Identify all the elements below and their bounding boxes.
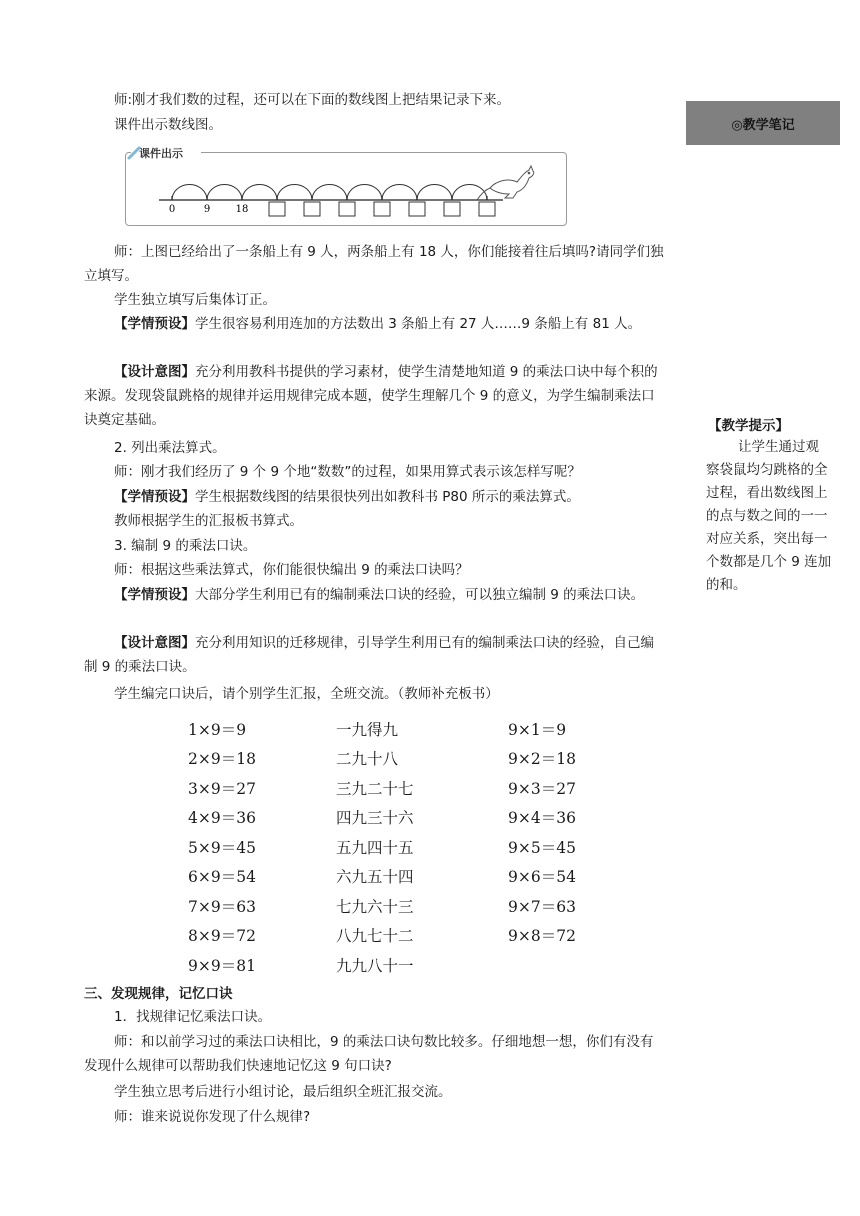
rhyme-cell: 一九得九 — [336, 720, 399, 739]
equation-cell: 2×9＝18 — [188, 750, 256, 769]
paragraph-design-intent: 【设计意图】充分利用知识的迁移规律，引导学生利用已有的编制乘法口诀的经验，自己编制 9 的乘法口诀。 — [84, 635, 654, 675]
paragraph: 师：根据这些乘法算式，你们能很快编出 9 的乘法口诀吗？ — [114, 562, 469, 578]
table-row — [188, 921, 618, 951]
paragraph: 课件出示数线图。 — [114, 117, 222, 133]
rhyme-cell: 九九八十一 — [336, 956, 414, 975]
teaching-notes-header: ◎教学笔记 — [686, 101, 840, 145]
step-heading: 2. 列出乘法算式。 — [114, 440, 226, 456]
jump-arc — [452, 185, 487, 201]
reverse-equation-cell: 9×4＝36 — [508, 809, 576, 828]
paragraph-learning-preview: 【学情预设】学生根据数线图的结果很快列出如教科书 P80 所示的乘法算式。 — [114, 489, 580, 505]
kangaroo-icon — [477, 166, 534, 200]
paragraph-learning-preview: 【学情预设】大部分学生利用已有的编制乘法口诀的经验，可以独立编制 9 的乘法口诀。 — [114, 587, 645, 603]
table-row — [188, 773, 618, 803]
reverse-equation-cell — [508, 950, 618, 980]
answer-blank-box — [479, 202, 495, 216]
reverse-equation-cell: 9×8＝72 — [508, 927, 576, 946]
table-row — [188, 744, 618, 774]
section-heading: 三、发现规律，记忆口诀 — [84, 986, 233, 1002]
paragraph: 学生独立填写后集体订正。 — [114, 292, 276, 308]
tick-label-9: 9 — [203, 204, 211, 215]
paragraph: 师：上图已经给出了一条船上有 9 人，两条船上有 18 人，你们能接着往后填吗?请同学们独立填写。 — [84, 244, 664, 284]
paragraph: 师：和以前学习过的乘法口诀相比，9 的乘法口诀句数比较多。仔细地想一想，你们有没有发现什么规律可以帮助我们快速地记忆这 9 句口诀? — [84, 1034, 654, 1074]
answer-blank-box — [304, 202, 320, 216]
jump-arc — [347, 185, 382, 201]
rhyme-cell: 四九三十六 — [336, 809, 414, 828]
tag-learning-preview: 【学情预设】 — [114, 489, 195, 505]
equation-cell: 3×9＝27 — [188, 779, 256, 798]
jump-arc — [277, 185, 312, 201]
tag-learning-preview: 【学情预设】 — [114, 316, 195, 332]
jump-arc — [382, 185, 417, 201]
tick-label-18: 18 — [235, 204, 249, 215]
rhyme-cell: 七九六十三 — [336, 897, 414, 916]
rhyme-cell: 二九十八 — [336, 750, 399, 769]
rhyme-cell: 八九七十二 — [336, 927, 414, 946]
jump-arc — [172, 185, 207, 201]
paragraph: 师：谁来说说你发现了什么规律? — [114, 1109, 311, 1125]
table-row — [188, 832, 618, 862]
table-row — [188, 950, 618, 980]
paragraph: 学生编完口诀后，请个别学生汇报，全班交流。（教师补充板书） — [114, 686, 499, 702]
paragraph: 师:刚才我们数的过程，还可以在下面的数线图上把结果记录下来。 — [114, 92, 511, 108]
reverse-equation-cell: 9×7＝63 — [508, 897, 576, 916]
teaching-tip-title: 【教学提示】 — [708, 418, 789, 434]
reverse-equation-cell: 9×6＝54 — [508, 868, 576, 887]
table-row — [188, 714, 618, 744]
number-line-figure — [125, 140, 570, 230]
reverse-equation-cell: 9×2＝18 — [508, 750, 576, 769]
paragraph: 学生独立思考后进行小组讨论，最后组织全班汇报交流。 — [114, 1084, 452, 1100]
tag-design-intent: 【设计意图】 — [114, 364, 195, 380]
multiplication-table — [188, 714, 618, 980]
paragraph: 师：刚才我们经历了 9 个 9 个地“数数”的过程，如果用算式表示该怎样写呢？ — [114, 464, 581, 480]
rhyme-cell: 六九五十四 — [336, 868, 414, 887]
jump-arc — [207, 185, 242, 201]
answer-blank-box — [374, 202, 390, 216]
paragraph-design-intent: 【设计意图】充分利用教科书提供的学习素材，使学生清楚地知道 9 的乘法口诀中每个积的来源。发现袋鼠跳格的规律并运用规律完成本题，使学生理解几个 9 的意义，为学生编制乘法口诀奠定基础。 — [84, 364, 658, 428]
tag-learning-preview: 【学情预设】 — [114, 587, 195, 603]
equation-cell: 7×9＝63 — [188, 897, 256, 916]
step-heading: 1．找规律记忆乘法口诀。 — [114, 1009, 272, 1025]
answer-blank-box — [339, 202, 355, 216]
table-row — [188, 803, 618, 833]
answer-blank-box — [409, 202, 425, 216]
table-row — [188, 862, 618, 892]
jump-arc — [312, 185, 347, 201]
equation-cell: 6×9＝54 — [188, 868, 256, 887]
answer-blank-box — [444, 202, 460, 216]
figure-label-tab — [129, 145, 201, 165]
paragraph-learning-preview: 【学情预设】学生很容易利用连加的方法数出 3 条船上有 27 人……9 条船上有 81 人。 — [114, 316, 642, 332]
equation-cell: 1×9＝9 — [188, 720, 247, 739]
jump-arc — [242, 185, 277, 201]
figure-label: 课件出示 — [139, 147, 183, 160]
equation-cell: 9×9＝81 — [188, 956, 256, 975]
reverse-equation-cell: 9×5＝45 — [508, 838, 576, 857]
table-row — [188, 891, 618, 921]
equation-cell: 8×9＝72 — [188, 927, 256, 946]
paragraph: 教师根据学生的汇报板书算式。 — [114, 513, 303, 529]
reverse-equation-cell: 9×1＝9 — [508, 720, 567, 739]
step-heading: 3. 编制 9 的乘法口诀。 — [114, 538, 257, 554]
equation-cell: 4×9＝36 — [188, 809, 256, 828]
rhyme-cell: 三九二十七 — [336, 779, 414, 798]
reverse-equation-cell: 9×3＝27 — [508, 779, 576, 798]
teaching-tip-body: 让学生通过观察袋鼠均匀跳格的全过程，看出数线图上的点与数之间的一一对应关系，突出每一个数都是几个 9 连加的和。 — [706, 439, 832, 593]
tick-label-0: 0 — [168, 204, 176, 215]
jump-arc — [417, 185, 452, 201]
tag-design-intent: 【设计意图】 — [114, 635, 195, 651]
answer-blank-box — [269, 202, 285, 216]
rhyme-cell: 五九四十五 — [336, 838, 414, 857]
equation-cell: 5×9＝45 — [188, 838, 256, 857]
